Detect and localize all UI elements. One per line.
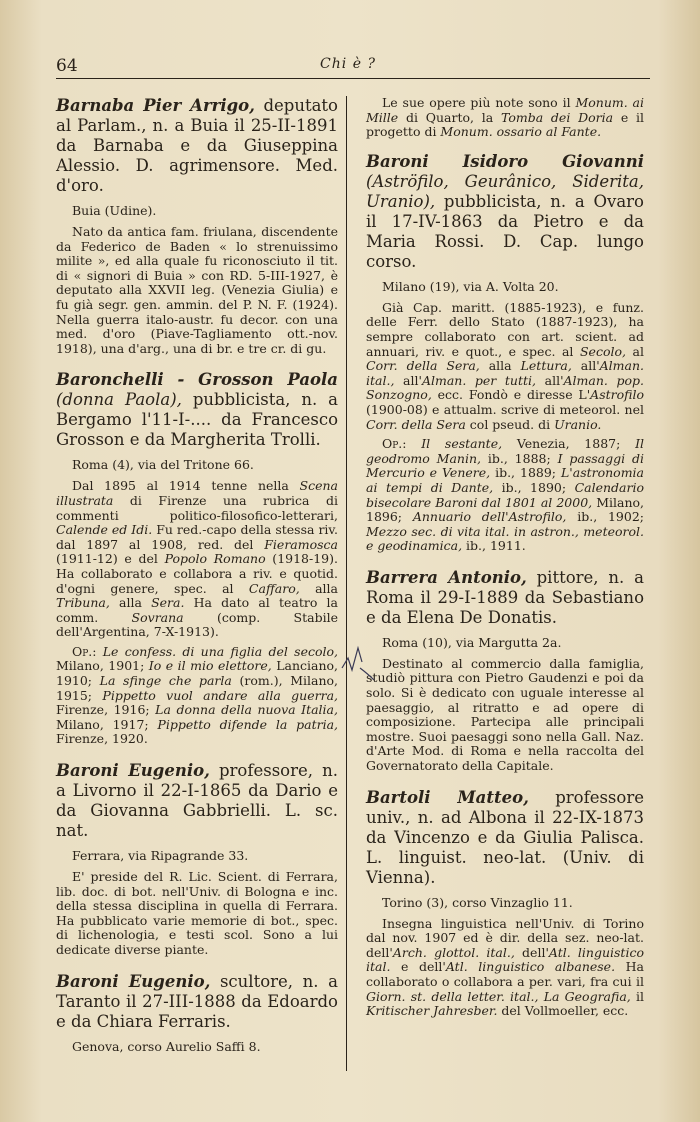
text-run: e dell': [390, 959, 446, 975]
text-run: del Vollmoeller, ecc.: [497, 1003, 629, 1019]
text-run: Pippetto vuol andare alla guerra,: [102, 687, 338, 703]
entry-name: Baroni Eugenio,: [56, 971, 211, 991]
text-run: Già Cap. maritt. (1885-1923), e funz. delle Ferr. dello Stato (1887-1923), ha sempre collaborato con art. scient. ad annuari, riv. e quot., e spec. al: [366, 299, 644, 359]
text-run: ib., 1888;: [481, 450, 558, 466]
text-run: Lettura,: [520, 358, 572, 374]
text-run: (1918-19). Ha collaborato e collabora a riv. e quotid. d'ogni genere, spec. al: [56, 551, 338, 596]
text-run: Uranio.: [554, 416, 602, 432]
text-run: Kritischer Jahresber.: [366, 1003, 498, 1019]
text-run: Ha dato al teatro la comm.: [56, 595, 338, 625]
text-run: L'astronomia ai tempi di Dante,: [366, 465, 645, 495]
text-run: col pseud. di: [465, 416, 555, 432]
works-label: Op.:: [72, 643, 97, 659]
text-run: Tomba dei Doria: [500, 109, 614, 125]
text-run: di Quarto, la: [398, 109, 501, 125]
text-run: Corr. della Sera: [366, 416, 466, 432]
entry-heading: [56, 96, 338, 196]
entry-name: Barnaba Pier Arrigo,: [56, 96, 255, 115]
text-run: Dal 1895 al 1914 tenne nella: [72, 478, 300, 494]
entry-pseudonym: (Aströfilo, Geurânico, Siderita, Uranio),: [366, 171, 644, 211]
text-run: Popolo Romano: [164, 551, 266, 567]
entry-address: Roma (4), via del Tritone 66.: [72, 457, 254, 473]
entry-works: [366, 437, 644, 554]
text-run: Atl. linguistico albanese.: [445, 959, 616, 975]
entry-summary: pubblicista, n. a Ovaro il 17-IV-1863 da Pietro e da Maria Rossi. D. Cap. lungo corso.: [366, 191, 644, 271]
entry-name: Baronchelli - Grosson Paola: [56, 370, 338, 390]
text-run: Milano, 1917;: [56, 716, 158, 732]
text-run: Venezia, 1887;: [502, 436, 636, 452]
entry-address: Milano (19), via A. Volta 20.: [382, 278, 559, 294]
text-run: e il progetto di: [366, 109, 644, 140]
text-run: Mezzo sec. di vita ital. in astron., meteorol. e geodinamica,: [366, 523, 644, 554]
text-run: Secolo,: [579, 343, 626, 359]
page-number: 64: [56, 56, 78, 76]
text-run: Atl. linguistico ital.: [366, 944, 644, 975]
entry-address: Genova, corso Aurelio Saffi 8.: [72, 1038, 261, 1054]
text-run: Fieramosca: [264, 536, 338, 552]
text-run: Alman. per tutti,: [421, 372, 536, 388]
text-run: ib., 1889;: [490, 465, 561, 481]
text-run: La donna della nuova Italia,: [155, 702, 338, 718]
entry-barnaba: [56, 96, 338, 356]
text-run: al: [625, 343, 644, 359]
text-run: Sovrana: [131, 609, 184, 625]
entry-name: Barrera Antonio,: [366, 567, 527, 587]
entry-barrera: [366, 568, 644, 774]
entry-summary: professore, n. a Livorno il 22-I-1865 da Dario e da Giovanna Gabbrielli. L. sc. nat.: [56, 761, 339, 841]
text-run: Firenze, 1916;: [56, 702, 156, 718]
text-run: Monum. ossario al Fante.: [440, 124, 602, 140]
text-run: Fu red.-capo della stessa riv. dal 1897 al 1908, red. del: [56, 522, 338, 552]
text-run: Ha collaborato o collabora a per. vari, fra cui il: [366, 959, 645, 989]
text-run: Il geodromo Manin,: [366, 436, 644, 466]
entry-name: Baroni Eugenio,: [56, 761, 210, 781]
text-run: alla: [109, 595, 152, 611]
text-run: ib., 1902;: [566, 509, 645, 525]
entry-heading: [366, 568, 644, 628]
text-run: all': [394, 372, 422, 388]
text-run: Le confess. di una figlia del secolo,: [96, 643, 338, 659]
entry-baroni-eugenio-scultore: [56, 972, 338, 1055]
text-run: di Firenze una rubrica di commenti politico-filosofico-letterari,: [56, 492, 338, 523]
text-run: Le sue opere più note sono il: [382, 95, 576, 110]
entry-baronchelli: [56, 370, 338, 747]
entry-baroni-isidoro: [366, 152, 644, 554]
text-run: ecc. Fondò e diresse L': [431, 387, 591, 403]
text-run: Alman. ital.,: [366, 358, 644, 388]
text-run: Corr. della Sera,: [366, 358, 480, 374]
text-run: Milano, 1896;: [366, 494, 644, 525]
text-run: Milano, 1901;: [56, 658, 149, 674]
entry-body: [366, 301, 644, 432]
text-run: alla: [299, 580, 339, 596]
text-run: Pippetto difende la patria,: [157, 716, 338, 732]
entry-heading: [56, 972, 338, 1032]
text-run: Scena illustrata: [56, 478, 338, 508]
text-run: I passaggi di Mercurio e Venere,: [366, 450, 644, 481]
running-title: Chi è ?: [320, 56, 376, 72]
right-column: [366, 96, 644, 1033]
entry-pseudonym: (donna Paola),: [56, 390, 182, 410]
text-run: Insegna linguistica nell'Univ. di Torino dal nov. 1907 ed è dir. della sez. neo-lat. dell': [366, 915, 644, 960]
text-run: Io e il mio elettore,: [148, 658, 272, 674]
entry-address: Roma (10), via Margutta 2a.: [382, 634, 562, 650]
text-run: (comp. Stabile dell'Argentina, 7-X-1913).: [56, 609, 338, 640]
entry-body: Nato da antica fam. friulana, discendente da Federico de Baden « lo strenuissimo milite », ed alla quale fu riconosciuto il tit. di « signori di Buia » con RD. 5-III-1927, è deputato alla XXVII leg. (Venezia Giulia) e fu già segr. gen. ammin. del P. N. F. (1924). Nella guerra italo-austr. fu decor. con una med. d'oro (Piave-Tagliamento ott.-nov. 1918), una d'arg., una di br. e tre cr. di gu.: [56, 224, 338, 356]
entry-heading: [366, 152, 644, 272]
text-run: dell': [514, 944, 549, 960]
works-label: Op.:: [382, 436, 407, 452]
text-run: Lanciano, 1910;: [56, 658, 338, 689]
entry-summary: pittore, n. a Roma il 29-I-1889 da Sebastiano e da Elena De Donatis.: [366, 567, 645, 627]
text-run: Calendario bisecolare Baroni dal 1801 al 2000,: [366, 479, 644, 510]
header-rule: [56, 78, 650, 79]
left-column: [56, 96, 338, 1069]
text-run: alla: [479, 358, 521, 374]
text-run: Astrofilo: [590, 387, 644, 403]
entry-summary: deputato al Parlam., n. a Buia il 25-II-1891 da Barnaba e da Giuseppina Alessio. D. agrimensore. Med. d'oro.: [56, 96, 338, 195]
text-run: Caffaro,: [248, 580, 300, 596]
text-run: Firenze, 1920.: [56, 731, 148, 747]
entry-body: Destinato al commercio dalla famiglia, studiò pittura con Pietro Gaudenzi e poi da solo. Si è dedicato con uguale interesse al paesaggio, al ritratto e ad opere di composizione. Partecipa alle principali mostre. Suoi paesaggi sono nella Gall. Naz. d'Arte Mod. di Roma e nella raccolta del Governatorato della Capitale.: [366, 655, 644, 774]
entry-name: Bartoli Matteo,: [366, 787, 529, 807]
entry-continuation: [366, 96, 644, 140]
entry-body: [366, 917, 644, 1019]
entry-heading: [366, 788, 644, 888]
column-divider: [346, 96, 347, 1071]
page-header: [56, 54, 640, 80]
entry-address: Ferrara, via Ripagrande 33.: [72, 848, 249, 864]
text-run: Calende ed Idi.: [56, 522, 153, 538]
text-run: all': [571, 358, 600, 374]
text-run: all': [536, 372, 564, 388]
text-run: (1900-08) e attualm. scrive di meteorol. nel: [366, 401, 644, 417]
entry-body: [56, 479, 338, 640]
text-run: (1911-12) e del: [56, 551, 165, 567]
entry-address: Torino (3), corso Vinzaglio 11.: [382, 894, 573, 910]
text-run: ib., 1890;: [493, 479, 575, 495]
text-run: il: [630, 988, 644, 1004]
entry-works: [56, 645, 338, 747]
text-run: Il sestante,: [406, 436, 503, 452]
entry-heading: [56, 761, 338, 841]
entry-summary: professore univ., n. ad Albona il 22-IX-1873 da Vincenzo e da Giulia Palisca. L. linguist. neo-lat. (Univ. di Vienna).: [366, 787, 644, 887]
entry-heading: [56, 370, 338, 450]
entry-summary: scultore, n. a Taranto il 27-III-1888 da Edoardo e da Chiara Ferraris.: [56, 971, 338, 1031]
text-run: Arch. glottol. ital.,: [392, 944, 515, 960]
entry-bartoli: [366, 788, 644, 1019]
pencil-mark: [338, 640, 378, 694]
entry-name: Baroni Isidoro Giovanni: [366, 151, 644, 171]
text-run: Alman. pop. Sonzogno,: [366, 372, 644, 403]
text-run: Monum. ai Mille: [366, 95, 644, 125]
entry-baroni-eugenio-professore: [56, 761, 338, 958]
text-run: Sera.: [151, 595, 185, 611]
text-run: Tribuna,: [56, 595, 110, 611]
text-run: Annuario dell'Astrofilo,: [412, 509, 567, 525]
text-run: ib., 1911.: [462, 538, 526, 554]
entry-address: Buia (Udine).: [72, 203, 157, 218]
entry-body: E' preside del R. Lic. Scient. di Ferrara, lib. doc. di bot. nell'Univ. di Bologna e inc. della stessa disciplina in quella di Ferrara. Ha pubblicato varie memorie di bot., spec. di lichenologia, e testi scol. Sono a lui dedicate diverse piante.: [56, 869, 338, 957]
text-run: (rom.), Milano, 1915;: [56, 673, 338, 703]
text-run: Giorn. st. della letter. ital., La Geografia,: [366, 988, 631, 1004]
text-run: La sfinge che parla: [99, 673, 232, 689]
entry-summary: pubblicista, n. a Bergamo l'11-I-.... da Francesco Grosson e da Margherita Trolli.: [56, 390, 339, 450]
